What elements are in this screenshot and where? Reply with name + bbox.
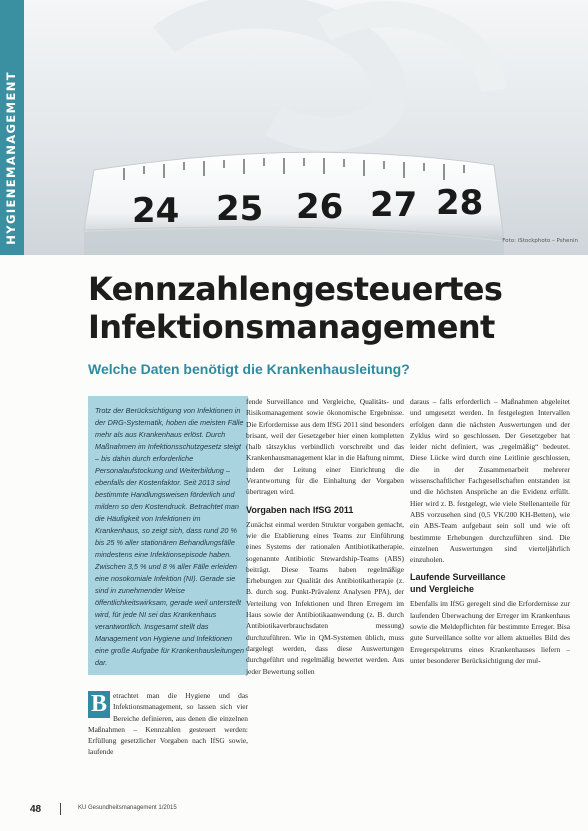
section-heading: Vorgaben nach IfSG 2011 [246, 504, 354, 515]
tape-number: 26 [296, 187, 344, 227]
page-number: 48 [30, 804, 42, 815]
body-paragraph: Zunächst einmal werden Struktur vorgaben gemacht, wie die Etablierung eines Teams zur Einführung eines Systems der rationalen Antibiotikatherapie, sogenannte Antibiotic Stewardship-Teams (ABS) beiträgt. Diese Teams haben regelmäßige Erhebungen zur Qualität des Antibiotikatherapie (z. B. durch sog. Punkt-Prävalenz Analysen PPA), der Verteilung von Infektionen und Ihren Erregern im Haus sowie der Antibiotikaanwendung (z. B. durch Antibiotikaverbrauchsdaten messung) durchzuführen. Wie in QM-Systemen üblich, muss dargelegt werden, dass diese Auswertungen durchgeführt und regelmäßig bewertet werden. Aus jeder Bewertung sollen [246, 519, 404, 676]
section-heading-line: und Vergleiche [410, 584, 475, 595]
lead-paragraph: Trotz der Berücksichtigung von Infektionen in der DRG-Systematik, hoben die meisten Fälle mehr als aus Krankenhaus erlöst. Durch Maßnahmen im Infektionsschutzgesetz steigt – bis dahin durch erforderliche Personalaufstockung und Weiterbildung – ebenfalls der Kostenfaktor. Seit 2013 sind bestimmte Handlungsweisen förderlich und mildern so den Kostendruck. Betrachtet man die Häufigkeit von Infektionen im Krankenhaus, so zeigt sich, dass rund 20 % bis 25 % aller stationären Behandlungsfälle mindestens eine Infektionsepisode haben. Zwischen 3,5 % und 8 % aller Fälle erleiden eine nosokomiale Infektion (NI). Gerade sie sind in zunehmender Weise öffentlichkeitswirksam, gerade weil unterstellt wird, für jede NI sei das Krankenhaus verantwortlich. Insgesamt stellt das Management von Hygiene und Infektionen eine große Aufgabe für Krankenhausleitungen dar. [95, 406, 245, 667]
article-title-line: Kennzahlengesteuertes [88, 270, 503, 308]
section-heading [410, 571, 570, 595]
column-2 [246, 396, 404, 677]
photo-credit: Foto: iStockphoto – Pshenin [502, 238, 578, 244]
section-strip [0, 0, 24, 255]
footer-divider [60, 803, 61, 815]
tape-number: 25 [216, 189, 264, 229]
magazine-name: KU Gesundheitsmanagement 1/2015 [78, 805, 177, 811]
body-paragraph: etrachtet man die Hygiene und das Infektionsmanagement, so lassen sich vier Bereiche definieren, aus denen die einzelnen Maßnahmen – Kennzahlen gesteuert werden: Erfüllung gesetzlicher Vorgaben nach IfSG sowie, laufende [88, 691, 248, 757]
article-title [88, 270, 548, 346]
tape-number: 27 [370, 185, 418, 225]
header-photo [24, 0, 588, 255]
measuring-tape-illustration [24, 0, 588, 255]
tape-number: 24 [132, 191, 180, 231]
body-paragraph: fende Surveillance und Vergleiche, Qualitäts- und Risikomanagement sowie ökonomische Ergebnisse. Die Erfordernisse aus dem IfSG 2011 sind besonders brisant, weil der Gesetzgeber hier einen kompletten (halb tätszyklus verbindlich vorschreibt und das Krankenhausmanagement klar in die Haftung nimmt, indem der Leitung einer Einrichtung die Verantwortung für die Einhaltung der Vorgaben übertragen wird. [246, 397, 404, 497]
section-label: HYGIENEMANAGEMENT [4, 71, 18, 245]
body-paragraph: Ebenfalls im IfSG geregelt sind die Erfordernisse zur laufenden Überwachung der Erreger im Krankenhaus sowie die Meldepflichten für bestimmte Erreger. Bisa gute Surveillance sollte vor allem aktuelles Bild des Erregerspektrums eines Krankenhauses liefern – unter besonderer Berücksichtigung der mul- [410, 599, 570, 665]
column-1 [88, 690, 248, 758]
tape-number: 28 [436, 183, 484, 223]
page-footer [0, 800, 588, 831]
article-subtitle: Welche Daten benötigt die Krankenhausleitung? [88, 361, 410, 377]
column-3 [410, 396, 570, 666]
article-title-line: Infektionsmanagement [88, 308, 495, 346]
section-heading-line: Laufende Surveillance [410, 572, 506, 583]
drop-cap: B [88, 691, 110, 718]
body-paragraph: daraus – falls erforderlich – Maßnahmen abgeleitet und umgesetzt werden. In festgelegten Intervallen erfolgen dann die nächsten Auswertungen und der Zyklus wird so geschlossen. Der Gesetzgeber hat leider nicht definiert, was „regelmäßig“ bedeutet. Diese Lücke wird durch eine Leitlinie geschlossen, die in der Zusammenarbeit mehrerer wissenschaftlicher Fachgesellschaften entstanden ist und die höchsten Ansprüche an die Evidenz erfüllt. Hier wird z. B. festgelegt, wie viele Stellenanteile für ABS vorzusehen sind (0,5 VK/200 KH-Betten), wie ein ABS-Team aufgebaut sein soll und wie oft bestimmte Erhebungen durchzuführen sind. Die einzelnen Auswertungen sind vierteljährlich einzuholen. [410, 397, 570, 565]
